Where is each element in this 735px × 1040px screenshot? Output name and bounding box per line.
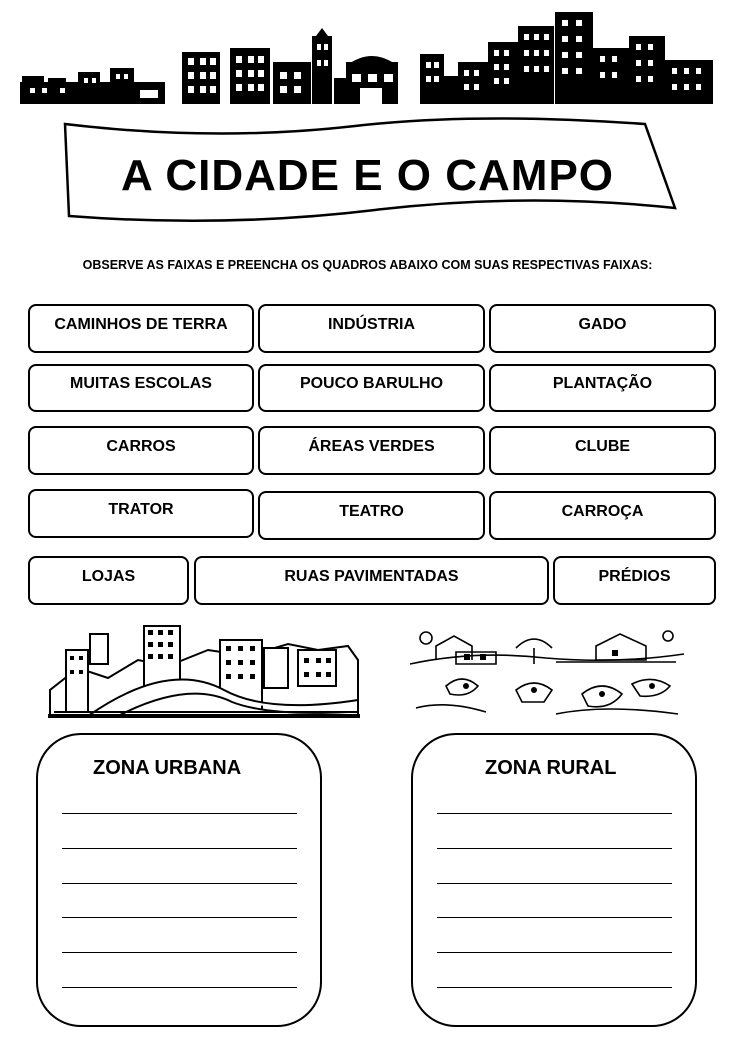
chip-label: ÁREAS VERDES xyxy=(308,437,435,455)
chip-predios[interactable] xyxy=(553,556,716,605)
chip-label: TEATRO xyxy=(339,502,404,520)
answer-line[interactable] xyxy=(62,987,297,988)
chip-label: PRÉDIOS xyxy=(598,567,671,585)
chip-lojas[interactable] xyxy=(28,556,189,605)
instruction-text: OBSERVE AS FAIXAS E PREENCHA OS QUADROS ABAIXO COM SUAS RESPECTIVAS FAIXAS: xyxy=(82,258,653,272)
chip-label: PLANTAÇÃO xyxy=(552,375,653,392)
answer-line[interactable] xyxy=(437,952,672,953)
chip-label: CARROS xyxy=(106,437,176,455)
chip-label: CARROÇA xyxy=(561,502,644,520)
chip-plantacao[interactable] xyxy=(489,364,716,412)
chip-carros[interactable] xyxy=(28,426,254,475)
chip-label: CLUBE xyxy=(574,437,631,455)
chip-label: POUCO BARULHO xyxy=(299,375,444,392)
answer-line[interactable] xyxy=(437,987,672,988)
rural-zone-title: ZONA RURAL xyxy=(485,757,617,779)
chip-label: RUAS PAVIMENTADAS xyxy=(284,567,459,585)
answer-line[interactable] xyxy=(62,813,297,814)
chip-label: MUITAS ESCOLAS xyxy=(70,375,212,392)
urban-zone-title: ZONA URBANA xyxy=(93,757,242,779)
city-illustration xyxy=(48,620,360,720)
chip-caminhos-de-terra[interactable] xyxy=(28,304,254,353)
page-title: A CIDADE E O CAMPO xyxy=(120,151,615,200)
answer-line[interactable] xyxy=(62,883,297,884)
chip-teatro[interactable] xyxy=(258,491,485,540)
answer-line[interactable] xyxy=(437,813,672,814)
chip-label: GADO xyxy=(578,315,627,333)
answer-line[interactable] xyxy=(62,917,297,918)
chip-label: INDÚSTRIA xyxy=(327,315,416,333)
chip-trator[interactable] xyxy=(28,489,254,538)
chip-label: TRATOR xyxy=(108,500,174,518)
answer-line[interactable] xyxy=(62,848,297,849)
chip-label: CAMINHOS DE TERRA xyxy=(54,315,228,333)
chip-muitas-escolas[interactable] xyxy=(28,364,254,412)
chip-areas-verdes[interactable] xyxy=(258,426,485,475)
chip-industria[interactable] xyxy=(258,304,485,353)
chip-ruas-pavimentadas[interactable] xyxy=(194,556,549,605)
answer-line[interactable] xyxy=(437,883,672,884)
chip-label: LOJAS xyxy=(81,567,136,585)
chip-gado[interactable] xyxy=(489,304,716,353)
countryside-illustration xyxy=(406,624,688,720)
urban-zone-box xyxy=(36,733,322,1027)
chip-carroca[interactable] xyxy=(489,491,716,540)
answer-line[interactable] xyxy=(437,848,672,849)
answer-line[interactable] xyxy=(437,917,672,918)
chip-pouco-barulho[interactable] xyxy=(258,364,485,412)
skyline-illustration xyxy=(0,0,735,115)
answer-line[interactable] xyxy=(62,952,297,953)
chip-clube[interactable] xyxy=(489,426,716,475)
rural-zone-box xyxy=(411,733,697,1027)
